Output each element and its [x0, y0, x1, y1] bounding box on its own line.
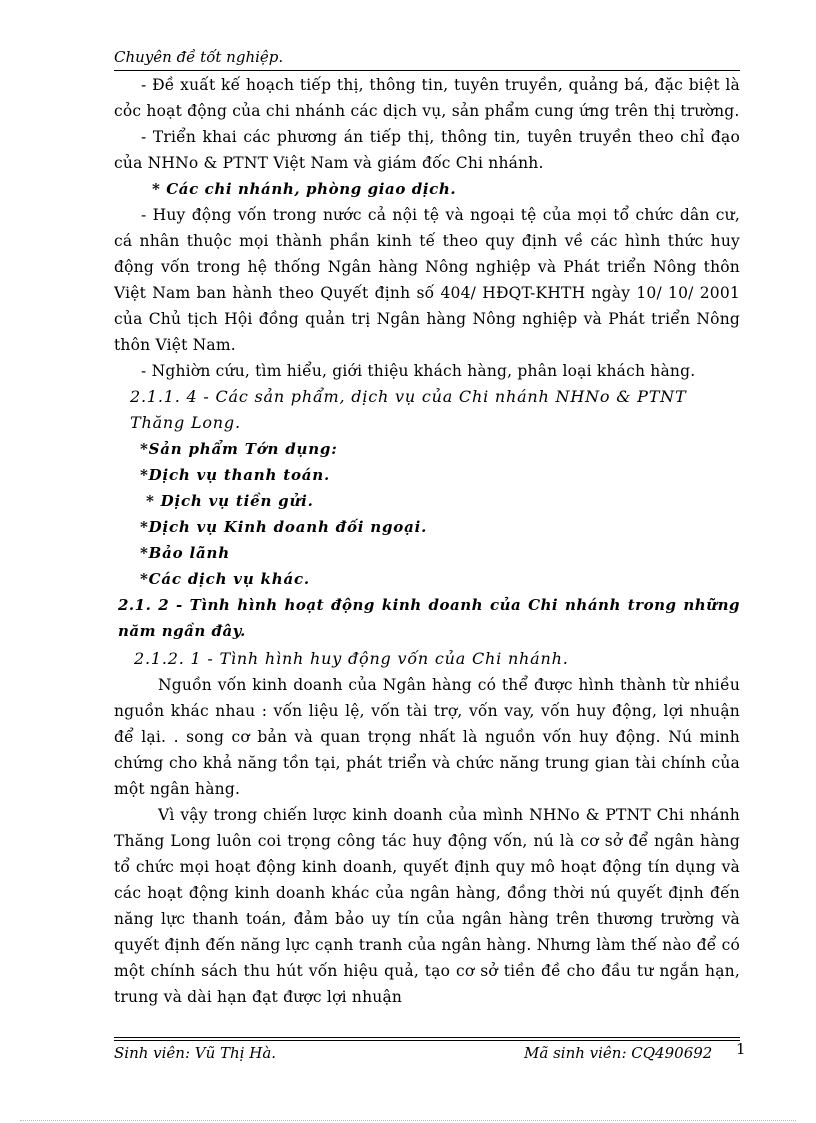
product-item: * Dịch vụ tiền gửi. [146, 492, 314, 510]
page-bottom-border [20, 1120, 796, 1121]
paragraph: - Huy động vốn trong nước cả nội tệ và ngoại tệ của mọi tổ chức dân cư, cá nhân thuộc mọi thành phần kinh tế theo quy định về các hình thức huy động vốn trong hệ thống Ngân hàng Nông nghiệp và Phát triển Nông thôn Việt Nam ban hành theo Quyết định số 404/ HĐQT-KHTH ngày 10/ 10/ 2001 của Chủ tịch Hội đồng quản trị Ngân hàng Nông nghiệp và Phát triển Nông thôn Việt Nam. [114, 206, 740, 354]
subheading: * Các chi nhánh, phòng giao dịch. [152, 180, 457, 198]
footer-student-id: Mã sinh viên: CQ490692 [524, 1044, 713, 1062]
footer-divider [114, 1037, 740, 1038]
product-item: *Dịch vụ Kinh doanh đối ngoại. [140, 518, 428, 536]
paragraph: Nguồn vốn kinh doanh của Ngân hàng có thể được hình thành từ nhiều nguồn khác nhau : vốn liệu lệ, vốn tài trợ, vốn vay, vốn huy động, lợi nhuận để lại. . song cơ bản và quan trọng nhất là nguồn vốn huy động. Nú minh chứng cho khả năng tồn tại, phát triển và chức năng trung gian tài chính của một ngân hàng. [114, 676, 740, 798]
product-item: *Các dịch vụ khác. [140, 570, 310, 588]
section-heading: 2.1. 2 - Tình hình hoạt động kinh doanh của Chi nhánh trong những năm ngần đây. [118, 596, 740, 640]
header-divider [114, 70, 740, 71]
product-item: *Sản phẩm Tớn dụng: [140, 440, 338, 458]
product-item: *Bảo lãnh [140, 544, 230, 562]
paragraph: Vì vậy trong chiến lược kinh doanh của mình NHNo & PTNT Chi nhánh Thăng Long luôn coi trọng công tác huy động vốn, nú là cơ sở để ngân hàng tổ chức mọi hoạt động kinh doanh, quyết định quy mô hoạt động tín dụng và các hoạt động kinh doanh khác của ngân hàng, đồng thời nú quyết định đến năng lực thanh toán, đảm bảo uy tín của ngân hàng trên thương trường và quyết định đến năng lực cạnh tranh của ngân hàng. Nhưng làm thế nào để có một chính sách thu hút vốn hiệu quả, tạo cơ sở tiền đề cho đầu tư ngắn hạn, trung và dài hạn đạt được lợi nhuận [114, 806, 740, 1006]
paragraph: - Triển khai các phương án tiếp thị, thông tin, tuyên truyền theo chỉ đạo của NHNo & PTNT Việt Nam và giám đốc Chi nhánh. [114, 128, 740, 172]
footer-student-name: Sinh viên: Vũ Thị Hà. [114, 1044, 277, 1062]
section-heading: 2.1.1. 4 - Các sản phẩm, dịch vụ của Chi nhánh NHNo & PTNT Thăng Long. [130, 387, 687, 432]
page-number: 1 [736, 1040, 746, 1058]
paragraph: - Nghiờn cứu, tìm hiểu, giới thiệu khách hàng, phân loại khách hàng. [141, 362, 696, 380]
section-heading: 2.1.2. 1 - Tình hình huy động vốn của Chi nhánh. [134, 649, 569, 668]
product-item: *Dịch vụ thanh toán. [140, 466, 331, 484]
paragraph: - Đề xuất kế hoạch tiếp thị, thông tin, tuyên truyền, quảng bá, đặc biệt là cỏc hoạt động của chi nhánh các dịch vụ, sản phẩm cung ứng trên thị trường. [114, 76, 740, 120]
page-header: Chuyên đề tốt nghiệp. [114, 48, 284, 66]
footer-divider [114, 1040, 740, 1041]
document-body [114, 72, 740, 1010]
